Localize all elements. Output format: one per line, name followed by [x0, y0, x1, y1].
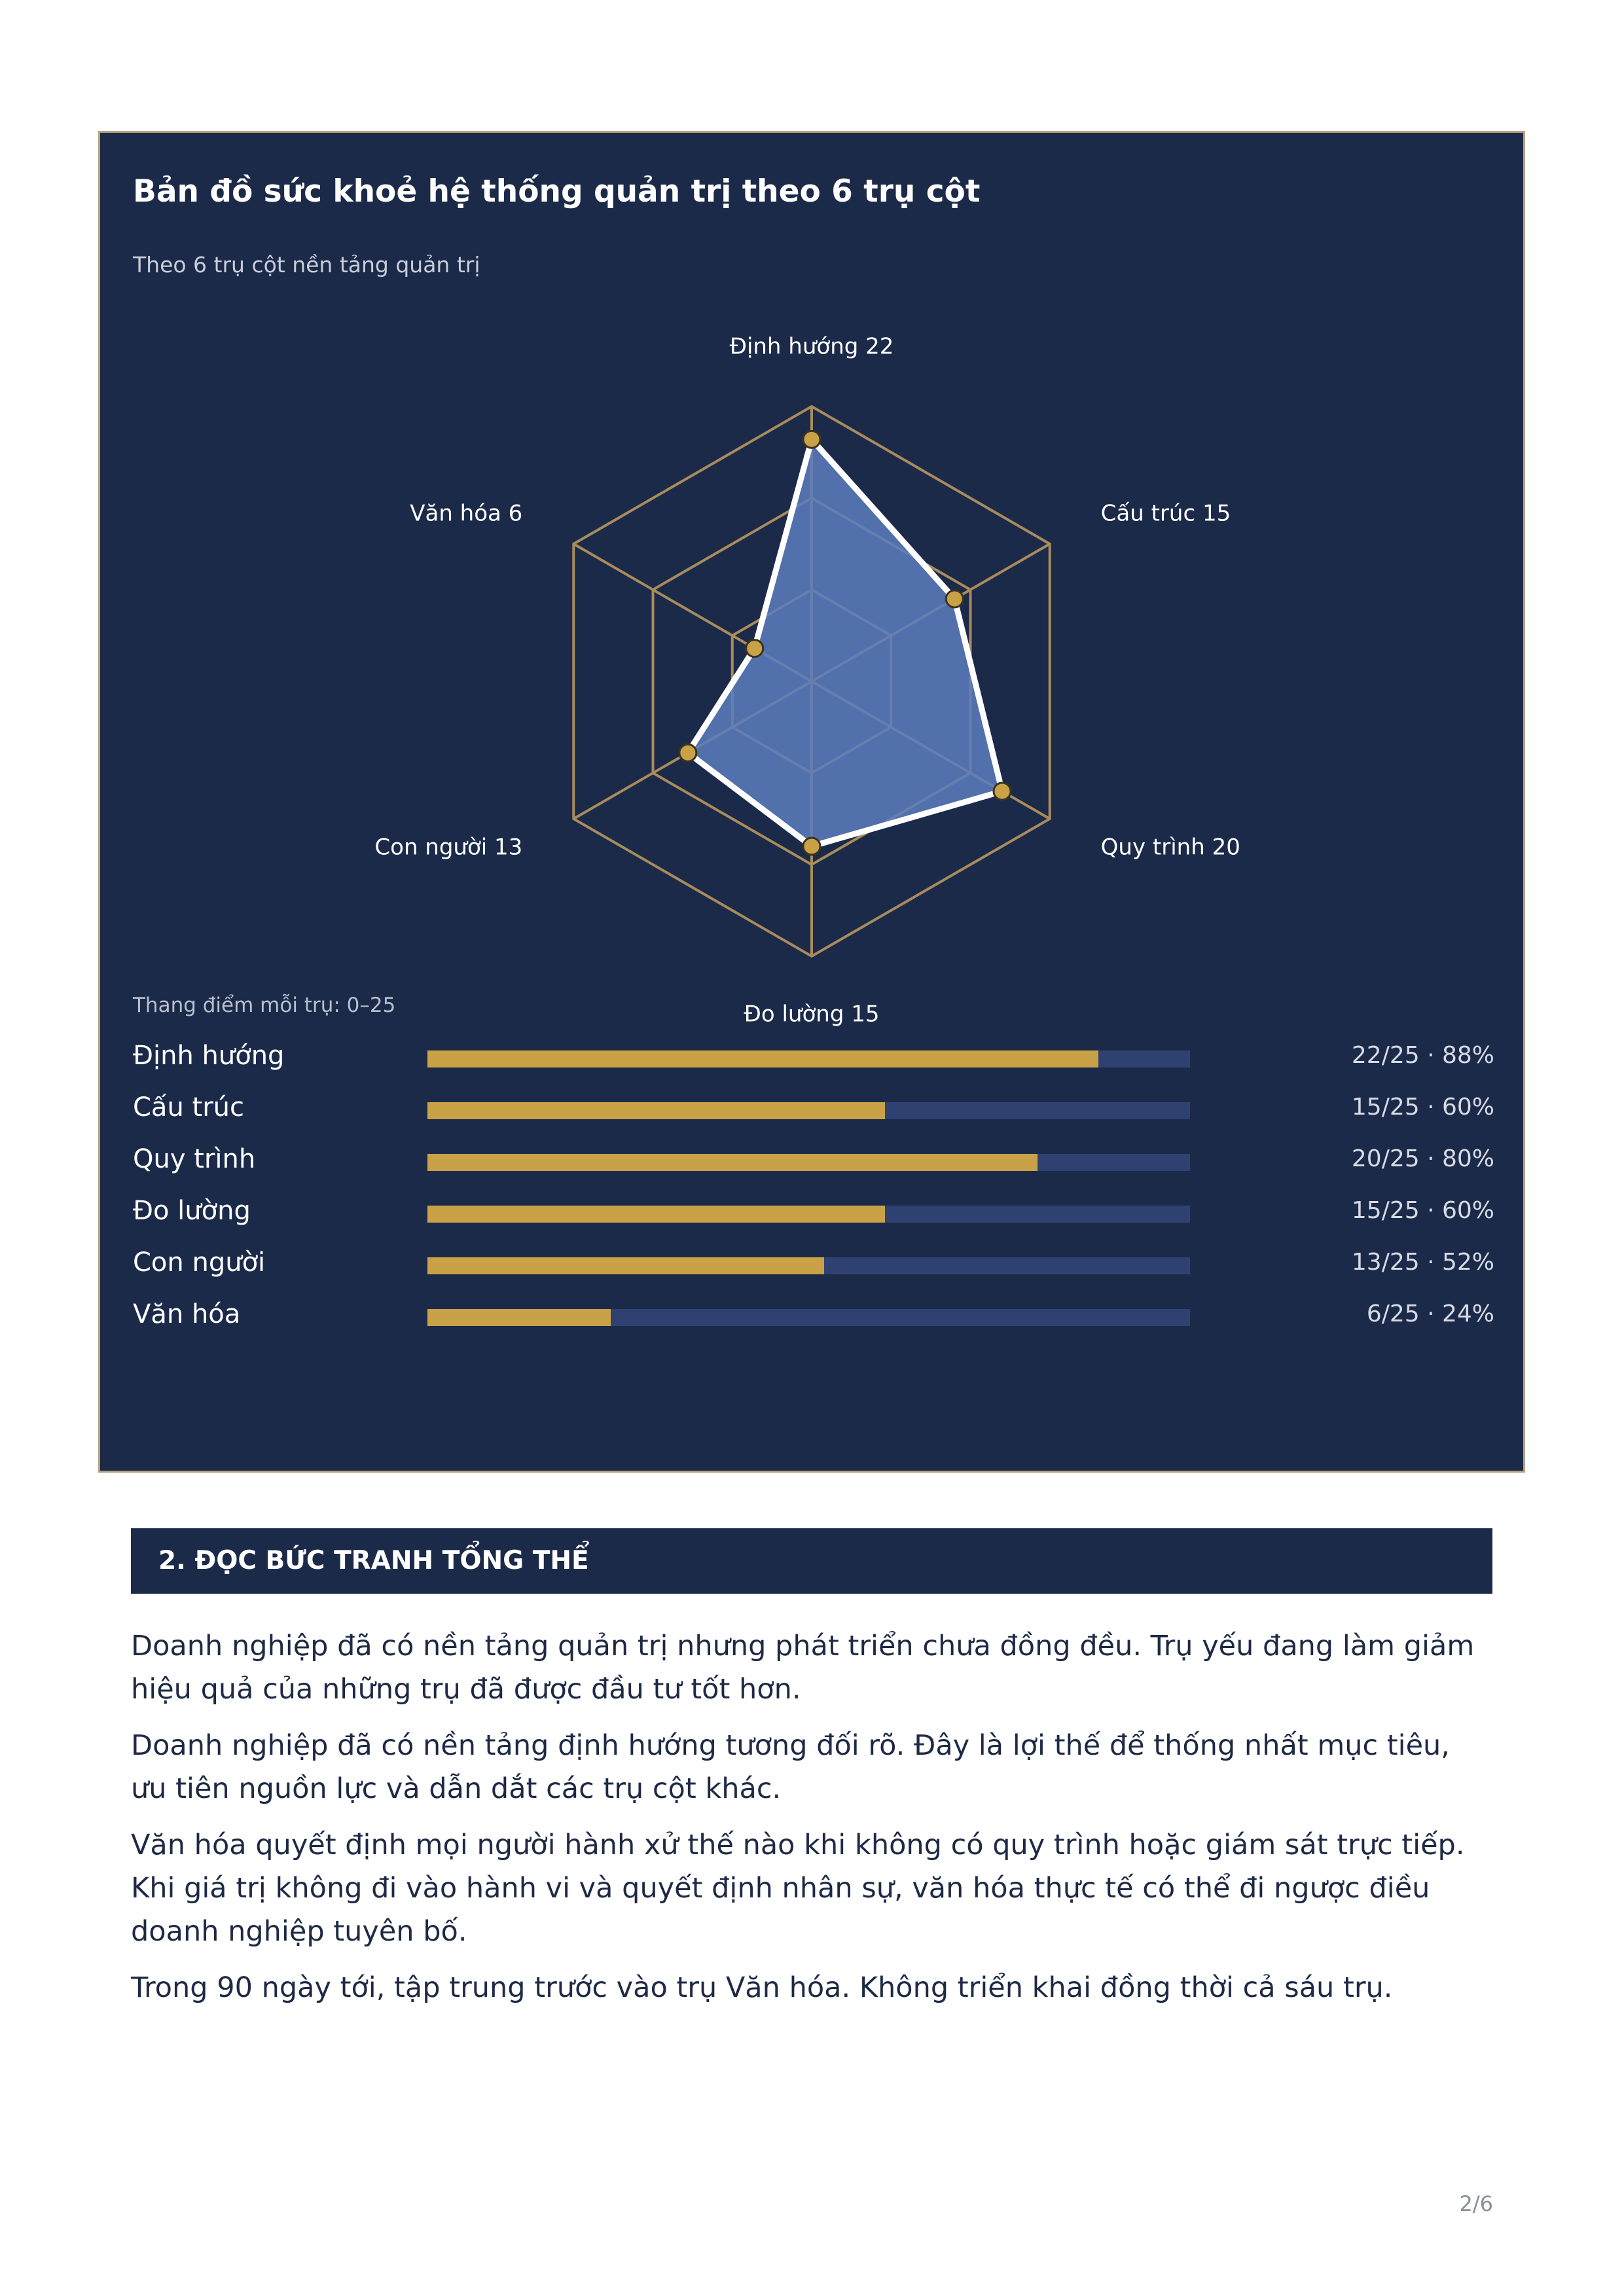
score-bar-fill [427, 1050, 1098, 1067]
scale-note: Thang điểm mỗi trụ: 0–25 [133, 994, 396, 1017]
governance-chart-card [98, 131, 1525, 1473]
score-bar-fill [427, 1257, 824, 1274]
radar-axis-label: Con người 13 [374, 834, 523, 861]
score-bar-row [133, 1191, 1494, 1230]
score-bar-label: Cấu trúc [133, 1092, 244, 1122]
radar-axis-label: Định hướng 22 [729, 333, 894, 360]
score-bar-track [427, 1050, 1190, 1067]
radar-axis-label: Cấu trúc 15 [1100, 500, 1231, 527]
paragraph: Trong 90 ngày tới, tập trung trước vào trụ Văn hóa. Không triển khai đồng thời cả sáu trụ. [131, 1971, 1393, 2004]
chart-title: Bản đồ sức khoẻ hệ thống quản trị theo 6 trụ cột [133, 173, 981, 209]
radar-axis-label: Đo lường 15 [744, 1001, 880, 1028]
score-bar-row [133, 1243, 1494, 1282]
radar-data-point [679, 744, 696, 761]
score-bar-row [133, 1088, 1494, 1127]
score-bar-value: 15/25 · 60% [1351, 1094, 1494, 1121]
radar-data-point [946, 590, 963, 607]
radar-data-point [803, 431, 820, 448]
score-bar-label: Quy trình [133, 1144, 256, 1174]
score-bar-label: Định hướng [133, 1041, 285, 1071]
paragraph: Doanh nghiệp đã có nền tảng quản trị nhưng phát triển chưa đồng đều. Trụ yếu đang làm giảm hiệu quả của những trụ đã được đầu tư tốt hơn. [131, 1630, 1475, 1706]
score-bar-row [133, 1036, 1494, 1075]
score-bar-value: 22/25 · 88% [1351, 1042, 1494, 1069]
radar-axis-label: Quy trình 20 [1100, 834, 1240, 861]
score-bar-value: 13/25 · 52% [1351, 1249, 1494, 1276]
score-bar-value: 20/25 · 80% [1351, 1145, 1494, 1172]
radar-series-area [688, 439, 1002, 846]
radar-data-point [746, 640, 763, 657]
score-bar-track [427, 1257, 1190, 1274]
score-bar-fill [427, 1309, 611, 1326]
score-bar-label: Con người [133, 1247, 266, 1278]
score-bar-label: Văn hóa [133, 1299, 241, 1329]
score-bar-track [427, 1102, 1190, 1119]
radar-data-point [994, 783, 1011, 800]
chart-subtitle: Theo 6 trụ cột nền tảng quản trị [133, 252, 480, 278]
score-bar-fill [427, 1102, 885, 1119]
paragraph: Văn hóa quyết định mọi người hành xử thế nào khi không có quy trình hoặc giám sát trực tiếp. Khi giá trị không đi vào hành vi và quyết định nhân sự, văn hóa thực tế có thể đi ngược điều doanh nghiệp tuyên bố. [131, 1829, 1465, 1948]
score-bar-fill [427, 1206, 885, 1223]
section-heading: 2. ĐỌC BỨC TRANH TỔNG THỂ [131, 1528, 1492, 1594]
score-bar-track [427, 1309, 1190, 1326]
score-bar-row [133, 1139, 1494, 1179]
score-bar-value: 15/25 · 60% [1351, 1197, 1494, 1224]
score-bar-value: 6/25 · 24% [1366, 1300, 1494, 1327]
score-bar-fill [427, 1154, 1038, 1171]
paragraph: Doanh nghiệp đã có nền tảng định hướng tương đối rõ. Đây là lợi thế để thống nhất mục tiêu, ưu tiên nguồn lực và dẫn dắt các trụ cột khác. [131, 1729, 1450, 1805]
score-bar-track [427, 1154, 1190, 1171]
score-bar-track [427, 1206, 1190, 1223]
score-bar-label: Đo lường [133, 1196, 251, 1226]
score-bar-row [133, 1295, 1494, 1334]
page-number: 2/6 [1459, 2191, 1493, 2216]
radar-axis-label: Văn hóa 6 [410, 500, 523, 527]
radar-data-point [803, 838, 820, 855]
section-body [131, 1624, 1492, 2022]
